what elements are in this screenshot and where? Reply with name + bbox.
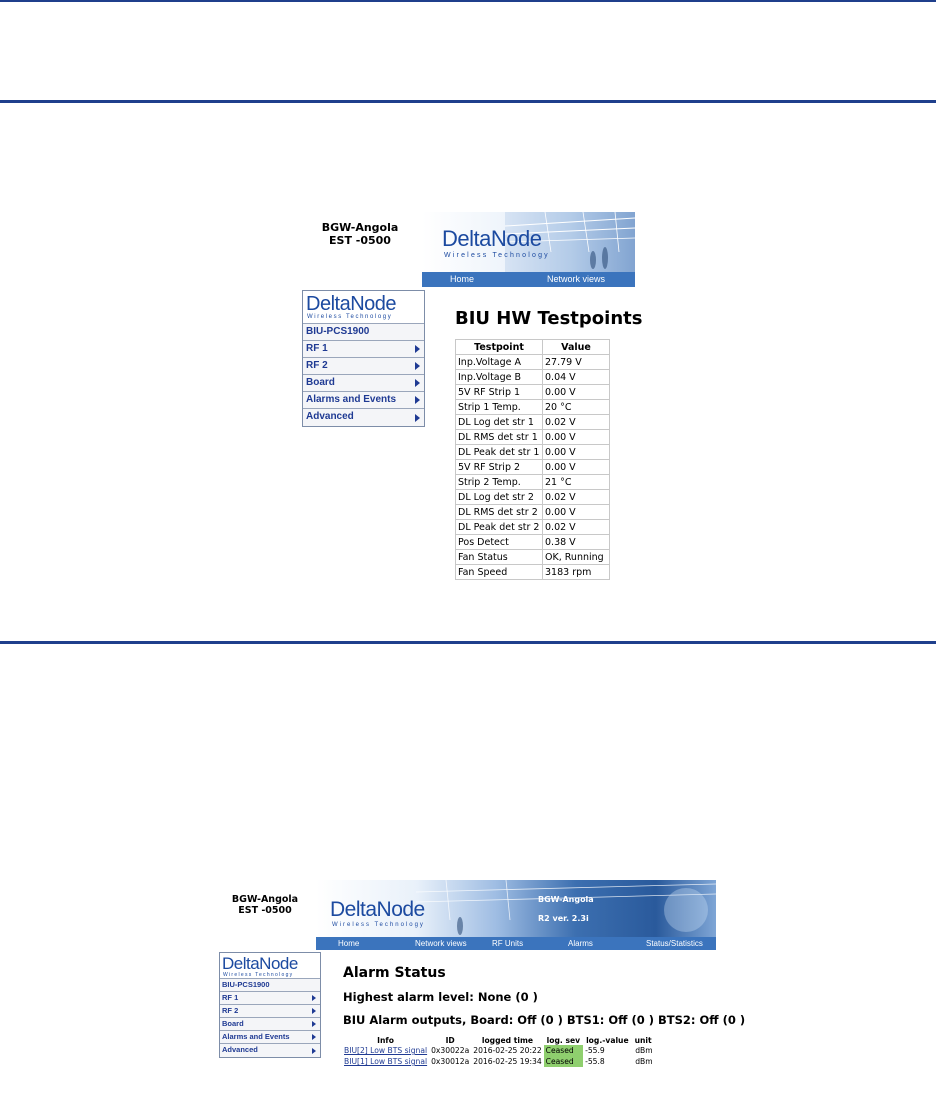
page-title: BIU HW Testpoints [455, 308, 643, 329]
menu-item-label: Alarms and Events [306, 394, 397, 405]
column-header-testpoint: Testpoint [456, 340, 543, 355]
top-divider [0, 0, 936, 2]
chevron-right-icon [312, 1008, 316, 1014]
menu-item-alarms-and-events[interactable] [220, 1031, 320, 1044]
info-cell [342, 1056, 429, 1067]
menu-item-label: Board [222, 1019, 244, 1028]
testpoint-cell: Inp.Voltage B [456, 370, 543, 385]
testpoint-cell: Strip 1 Temp. [456, 400, 543, 415]
column-header-id: ID [445, 1036, 455, 1045]
value-cell: 0.38 V [543, 535, 610, 550]
nav-network-views[interactable]: Network views [415, 939, 467, 948]
table-row [456, 490, 610, 505]
testpoint-cell: DL Log det str 2 [456, 490, 543, 505]
column-header-log-value: log.-value [586, 1036, 629, 1045]
table-row [456, 400, 610, 415]
table-row [456, 535, 610, 550]
site-header [300, 221, 420, 247]
column-header-value: Value [543, 340, 610, 355]
site-name: BGW-Angola [321, 221, 399, 234]
alarm-info-link[interactable]: BIU[2] Low BTS signal [344, 1046, 428, 1055]
table-row [456, 355, 610, 370]
menu-item-label: Advanced [222, 1045, 258, 1054]
page-title: Alarm Status [343, 965, 446, 981]
value-cell: 0.00 V [543, 430, 610, 445]
banner-site-name: BGW-Angola [538, 895, 594, 904]
site-timezone: EST -0500 [238, 905, 292, 916]
deltanode-logo-sub: Wireless Technology [307, 314, 393, 320]
menu-item-biu-pcs1900[interactable] [303, 324, 424, 341]
menu-item-rf1[interactable] [303, 341, 424, 358]
chevron-right-icon [312, 1034, 316, 1040]
menu-item-rf2[interactable] [303, 358, 424, 375]
id-cell: 0x30022a [431, 1046, 470, 1055]
table-row [342, 1045, 655, 1056]
banner-version: R2 ver. 2.3i [538, 914, 589, 923]
banner-graphic [416, 880, 716, 937]
menu-item-rf2[interactable] [220, 1005, 320, 1018]
table-row [456, 430, 610, 445]
highest-alarm-level: Highest alarm level: None (0 ) [343, 990, 538, 1004]
logged-time-cell: 2016-02-25 20:22 [473, 1046, 542, 1055]
menu-item-label: BIU-PCS1900 [306, 326, 370, 337]
value-cell: 0.00 V [543, 460, 610, 475]
chevron-right-icon [415, 396, 420, 404]
testpoint-cell: DL RMS det str 1 [456, 430, 543, 445]
info-cell [342, 1045, 429, 1056]
value-cell: 0.02 V [543, 490, 610, 505]
menu-item-rf1[interactable] [220, 992, 320, 1005]
side-menu [219, 952, 321, 1058]
severity-cell: Ceased [544, 1045, 583, 1056]
nav-rf-units[interactable]: RF Units [492, 939, 524, 948]
site-header [210, 894, 320, 916]
menu-item-label: RF 2 [306, 360, 328, 371]
menu-item-advanced[interactable] [220, 1044, 320, 1057]
main-nav [316, 937, 716, 950]
chevron-right-icon [415, 362, 420, 370]
deltanode-logo: DeltaNode [330, 898, 425, 921]
log-value-cell: -55.8 [585, 1057, 605, 1066]
table-row [456, 445, 610, 460]
alarm-info-link[interactable]: BIU[1] Low BTS signal [344, 1057, 428, 1066]
testpoint-cell: Pos Detect [456, 535, 543, 550]
main-nav [422, 272, 635, 287]
unit-cell: dBm [635, 1057, 653, 1066]
column-header-logged-time: logged time [481, 1036, 534, 1045]
menu-logo [303, 291, 424, 324]
value-cell: 0.02 V [543, 520, 610, 535]
menu-item-alarms-and-events[interactable] [303, 392, 424, 409]
value-cell: 20 °C [543, 400, 610, 415]
menu-item-label: RF 1 [306, 343, 328, 354]
deltanode-logo: DeltaNode [222, 954, 298, 973]
menu-logo [220, 953, 320, 979]
testpoint-cell: Fan Speed [456, 565, 543, 580]
unit-cell: dBm [635, 1046, 653, 1055]
testpoint-cell: DL Peak det str 2 [456, 520, 543, 535]
testpoint-cell: DL Peak det str 1 [456, 445, 543, 460]
testpoint-cell: Inp.Voltage A [456, 355, 543, 370]
menu-item-board[interactable] [220, 1018, 320, 1031]
nav-home[interactable]: Home [450, 274, 475, 284]
nav-network-views[interactable]: Network views [547, 274, 606, 284]
table-row [342, 1056, 655, 1067]
logged-time-cell: 2016-02-25 19:34 [473, 1057, 542, 1066]
menu-item-label: RF 2 [222, 1006, 239, 1015]
deltanode-logo-sub: Wireless Technology [444, 252, 550, 259]
testpoint-cell: Fan Status [456, 550, 543, 565]
nav-home[interactable]: Home [338, 939, 360, 948]
table-row [456, 505, 610, 520]
testpoint-cell: DL RMS det str 2 [456, 505, 543, 520]
testpoint-cell: 5V RF Strip 2 [456, 460, 543, 475]
column-header-unit: unit [634, 1036, 652, 1045]
value-cell: OK, Running [543, 550, 610, 565]
value-cell: 21 °C [543, 475, 610, 490]
menu-item-label: BIU-PCS1900 [222, 980, 270, 989]
divider-2 [0, 641, 936, 644]
testpoint-cell: Strip 2 Temp. [456, 475, 543, 490]
value-cell: 27.79 V [543, 355, 610, 370]
deltanode-logo-sub: Wireless Technology [332, 922, 425, 928]
chevron-right-icon [415, 414, 420, 422]
testpoint-cell: 5V RF Strip 1 [456, 385, 543, 400]
log-value-cell: -55.9 [585, 1046, 605, 1055]
table-row [456, 415, 610, 430]
menu-item-biu-pcs1900[interactable] [220, 979, 320, 992]
value-cell: 0.02 V [543, 415, 610, 430]
deltanode-logo-sub: Wireless Technology [223, 972, 294, 978]
chevron-right-icon [312, 995, 316, 1001]
column-header-info: Info [377, 1036, 394, 1045]
value-cell: 0.04 V [543, 370, 610, 385]
menu-item-advanced[interactable] [303, 409, 424, 426]
alarm-outputs: BIU Alarm outputs, Board: Off (0 ) BTS1: Off (0 ) BTS2: Off (0 ) [343, 1013, 746, 1027]
table-row [456, 475, 610, 490]
id-cell: 0x30012a [431, 1057, 470, 1066]
banner [422, 212, 635, 272]
menu-item-board[interactable] [303, 375, 424, 392]
value-cell: 3183 rpm [543, 565, 610, 580]
menu-item-label: Advanced [306, 411, 354, 422]
menu-item-label: RF 1 [222, 993, 239, 1002]
value-cell: 0.00 V [543, 505, 610, 520]
table-row [456, 385, 610, 400]
banner [316, 880, 716, 937]
testpoints-table [455, 339, 610, 580]
nav-status-statistics[interactable]: Status/Statistics [646, 939, 703, 948]
side-menu [302, 290, 425, 427]
site-name: BGW-Angola [231, 894, 299, 905]
table-row [456, 520, 610, 535]
table-row [456, 550, 610, 565]
value-cell: 0.00 V [543, 385, 610, 400]
severity-cell: Ceased [544, 1056, 583, 1067]
chevron-right-icon [415, 345, 420, 353]
divider-1 [0, 100, 936, 103]
table-row [456, 565, 610, 580]
menu-item-label: Board [306, 377, 335, 388]
testpoint-cell: DL Log det str 1 [456, 415, 543, 430]
deltanode-logo: DeltaNode [442, 226, 542, 251]
menu-item-label: Alarms and Events [222, 1032, 290, 1041]
nav-alarms[interactable]: Alarms [568, 939, 593, 948]
table-row [456, 370, 610, 385]
chevron-right-icon [415, 379, 420, 387]
table-header-row [456, 340, 610, 355]
site-timezone: EST -0500 [329, 234, 391, 247]
deltanode-logo: DeltaNode [306, 293, 397, 315]
chevron-right-icon [312, 1048, 316, 1054]
chevron-right-icon [312, 1021, 316, 1027]
column-header-log-sev: log. sev [546, 1036, 581, 1045]
table-row [456, 460, 610, 475]
table-header-row [342, 1036, 655, 1045]
alarm-table [342, 1036, 655, 1067]
value-cell: 0.00 V [543, 445, 610, 460]
